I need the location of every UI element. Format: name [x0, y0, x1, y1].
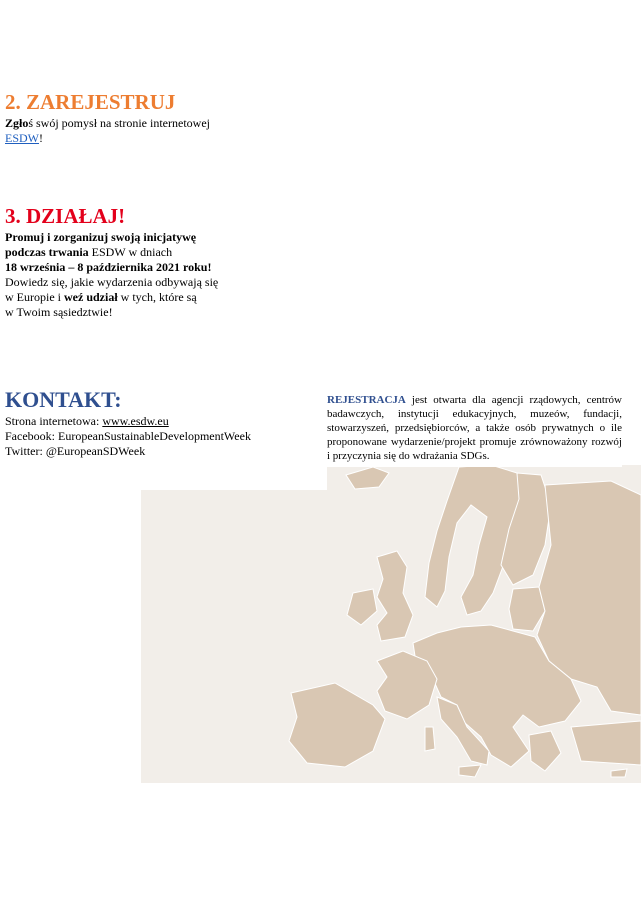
step3-dates: 18 września – 8 października 2021 roku! [5, 260, 212, 274]
step3-line6: w Twoim sąsiedztwie! [5, 305, 113, 319]
facebook-line: Facebook: EuropeanSustainableDevelopmentWeek [5, 429, 251, 443]
website-label: Strona internetowa: [5, 414, 103, 428]
registration-box [327, 390, 622, 467]
step3-line5c: w tych, które są [117, 290, 197, 304]
step3-line5b: weź udział [64, 290, 118, 304]
step3-line2a: podczas trwania [5, 245, 89, 259]
step2-section [5, 90, 255, 146]
step3-text [5, 230, 305, 320]
step2-exclaim: ! [39, 131, 43, 145]
europe-map-icon [141, 465, 641, 783]
step3-heading: 3. DZIAŁAJ! [5, 204, 126, 228]
step3-section [5, 204, 305, 320]
step3-line5a: w Europie i [5, 290, 64, 304]
step2-rest: ś swój pomysł na stronie internetowej [28, 116, 210, 130]
map-background [141, 465, 641, 783]
contact-heading: KONTAKT: [5, 387, 122, 412]
contact-lines [5, 414, 325, 459]
step2-text [5, 116, 255, 146]
step3-line4: Dowiedz się, jakie wydarzenia odbywają się [5, 275, 219, 289]
registration-lead: REJESTRACJA [327, 394, 406, 406]
step2-heading: 2. ZAREJESTRUJ [5, 90, 176, 114]
step3-line2b: ESDW w dniach [88, 245, 173, 259]
step2-bold: Zgło [5, 116, 29, 130]
step3-line1: Promuj i zorganizuj swoją inicjatywę [5, 230, 197, 244]
esdw-link[interactable]: ESDW [5, 131, 39, 145]
contact-section [5, 388, 325, 459]
twitter-line: Twitter: @EuropeanSDWeek [5, 444, 146, 458]
website-link[interactable]: www.esdw.eu [102, 414, 169, 428]
registration-text: jest otwarta dla agencji rządowych, centrów badawczych, instytucji edukacyjnych, muzeów, fundacji, stowarzyszeń, przedsiębiorców, a także osób prywatnych o ile proponowane wydarzenie/projekt promuje zrównoważony rozwój i przyczynia się do wdrażania SDGs. [327, 394, 622, 462]
